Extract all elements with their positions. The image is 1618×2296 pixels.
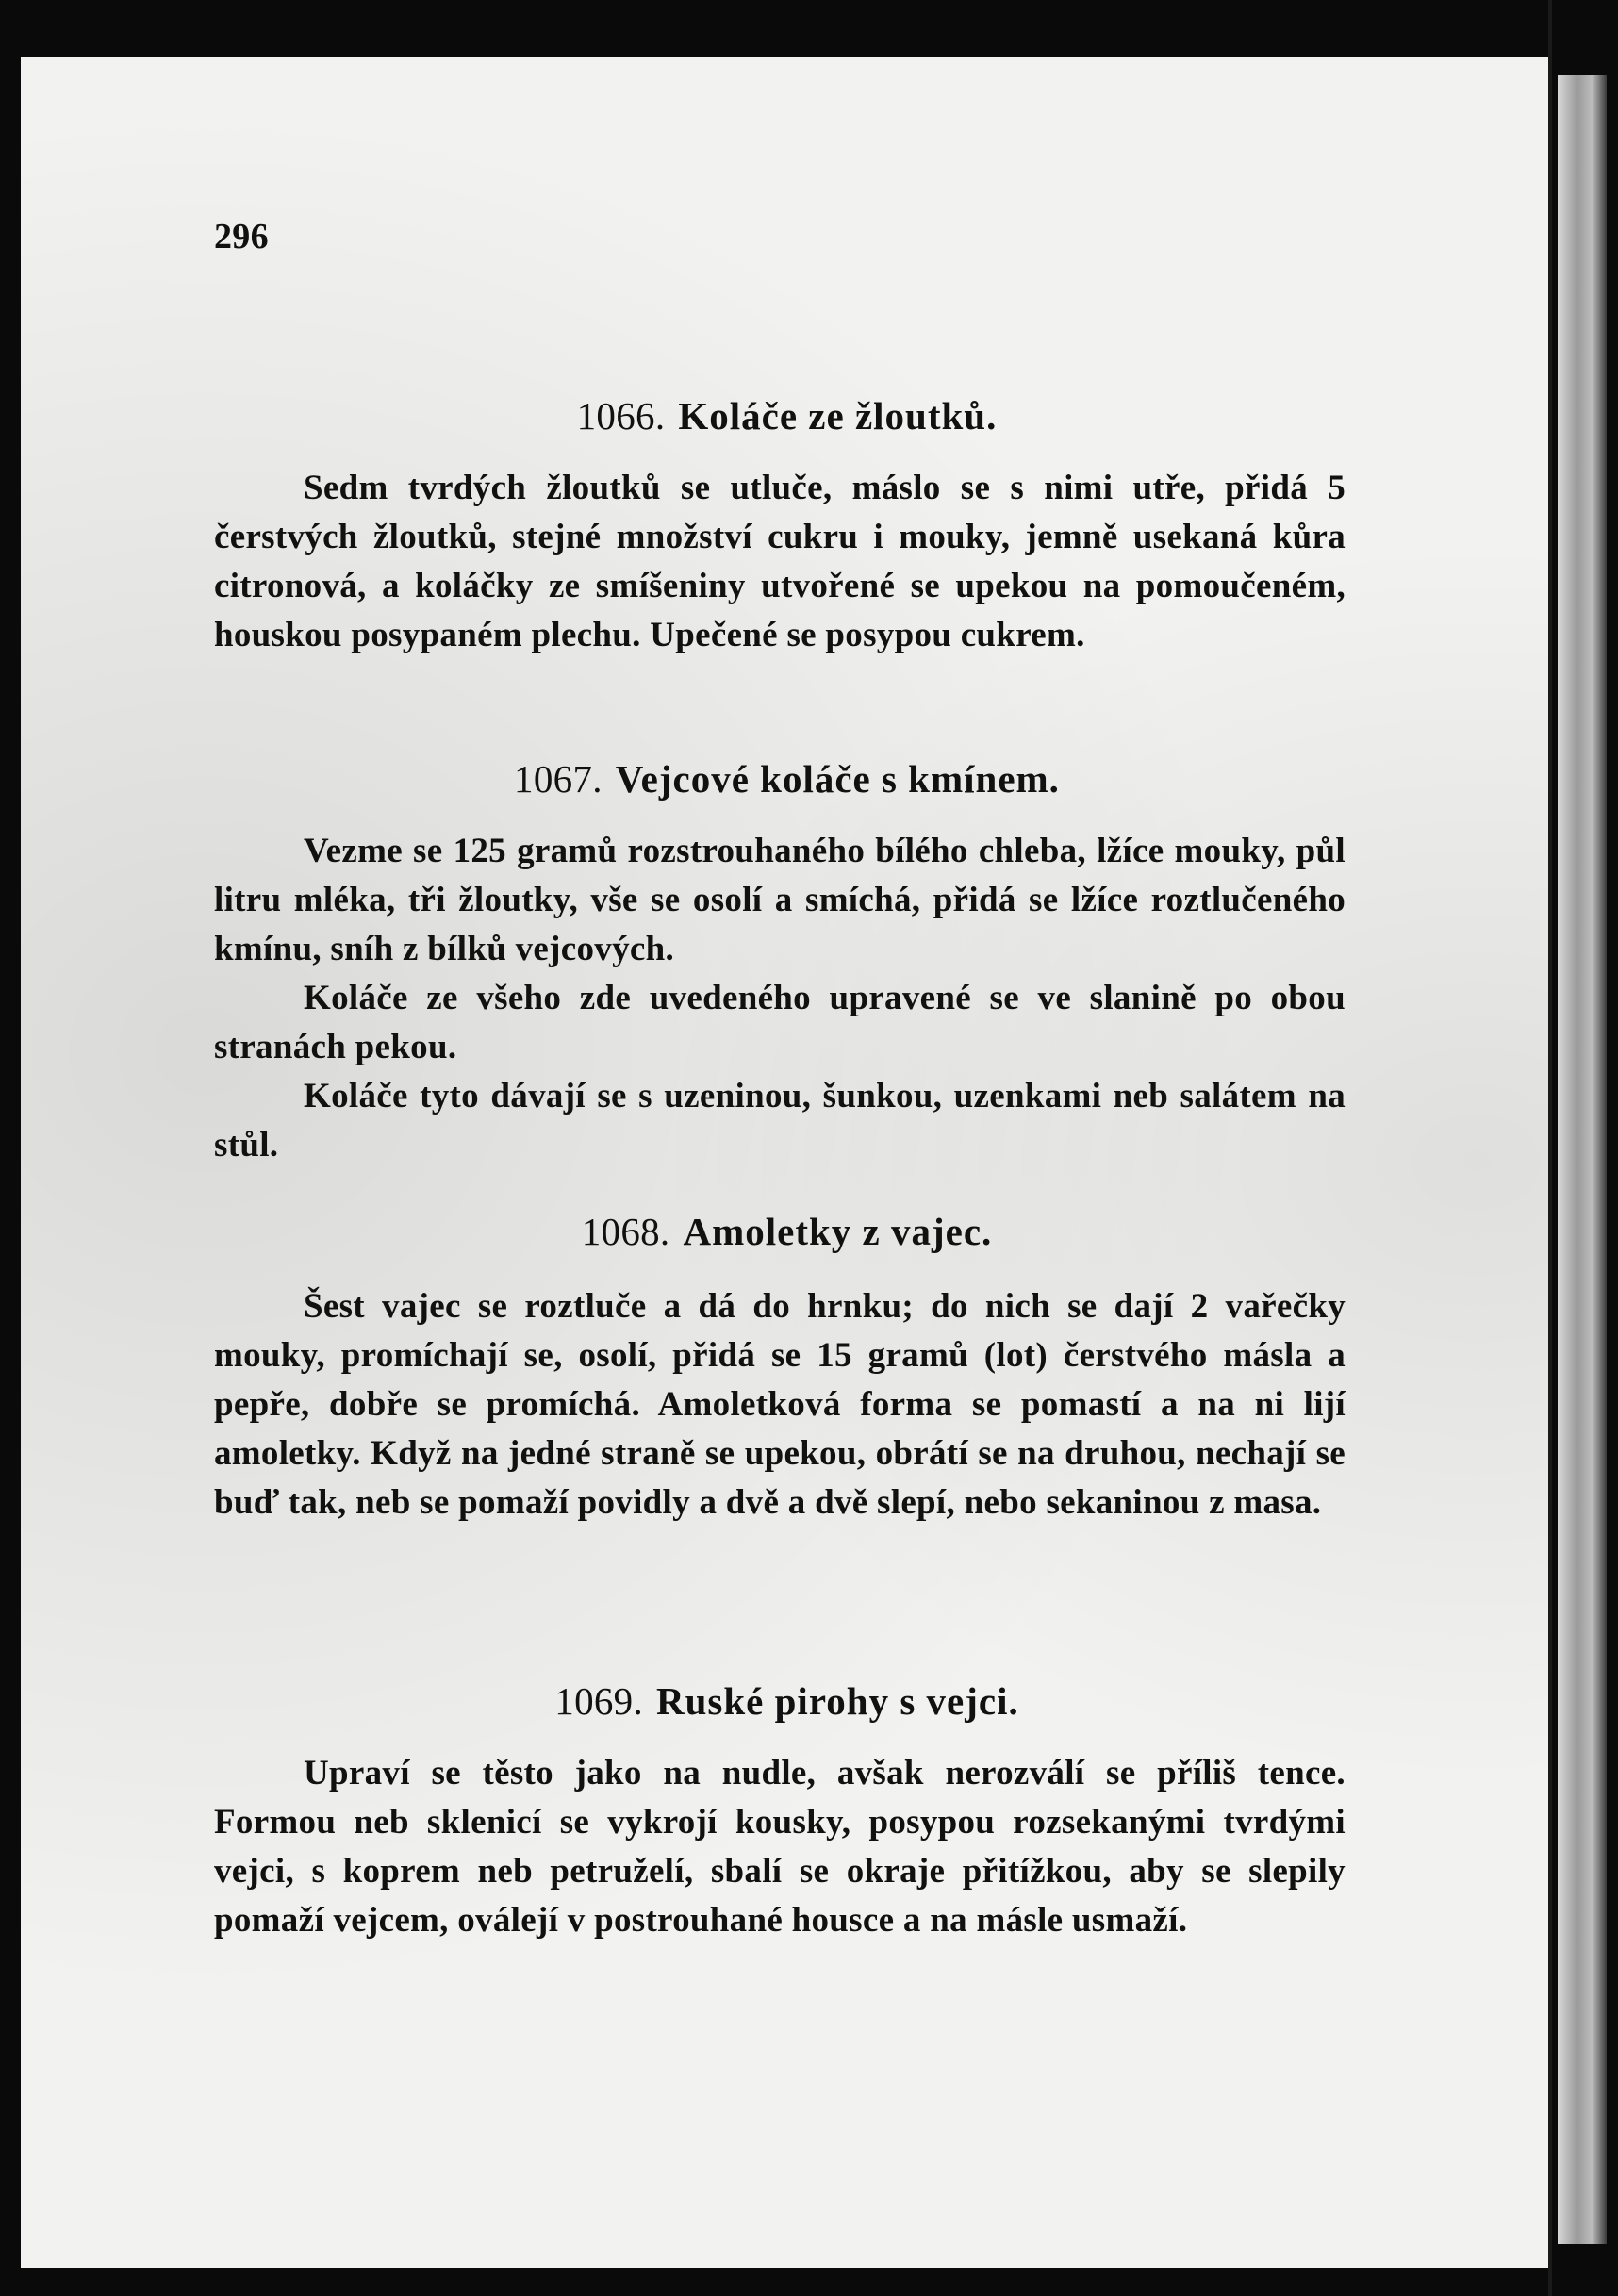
page-number: 296 [214, 217, 269, 256]
recipe-heading [21, 1207, 1553, 1256]
recipe-paragraph: Koláče ze všeho zde uvedeného upravené se ve slanině po obou stranách pekou. [214, 979, 1346, 1066]
next-page-edge [1558, 75, 1607, 2244]
recipe-title: Ruské pirohy s vejci. [656, 1679, 1019, 1723]
recipe-title: Vejcové koláče s kmínem. [615, 757, 1060, 801]
recipe-title: Koláče ze žloutků. [678, 394, 998, 438]
recipe-paragraph: Upraví se těsto jako na nudle, avšak nerozválí se příliš tence. Formou neb sklenicí se vykrojí kousky, posypou rozsekanými tvrdými vejci, s koprem neb petruželí, sbalí se okraje přitížkou, aby se slepily pomaží vejcem, oválejí v postrouhané housce a na másle usmaží. [214, 1754, 1346, 1940]
book-gutter [1548, 0, 1618, 2296]
book-page [21, 57, 1553, 2268]
recipe-paragraph: Sedm tvrdých žloutků se utluče, máslo se s nimi utře, přidá 5 čerstvých žloutků, stejné množství cukru i mouky, jemně usekaná kůra citronová, a koláčky ze smíšeniny utvořené se upekou na pomoučeném, houskou posypaném plechu. Upečené se posypou cukrem. [214, 469, 1346, 654]
recipe-number: 1066. [576, 394, 666, 438]
recipe-paragraph: Koláče tyto dávají se s uzeninou, šunkou, uzenkami neb salátem na stůl. [214, 1077, 1346, 1165]
recipe-paragraph: Vezme se 125 gramů rozstrouhaného bílého chleba, lžíce mouky, půl litru mléka, tři žloutky, vše se osolí a smíchá, přidá se lžíce roztlučeného kmínu, sníh z bílků vejcových. [214, 832, 1346, 968]
recipe-title: Amoletky z vajec. [683, 1210, 993, 1253]
recipe-heading [21, 391, 1553, 440]
recipe-number: 1067. [514, 757, 603, 801]
recipe-number: 1068. [581, 1210, 670, 1253]
recipe-number: 1069. [554, 1679, 644, 1723]
recipe-paragraph: Šest vajec se roztluče a dá do hrnku; do nich se dají 2 vařečky mouky, promíchají se, osolí, přidá se 15 gramů (lot) čerstvého másla a pepře, dobře se promíchá. Amoletková forma se pomastí a na ni lijí amoletky. Když na jedné straně se upekou, obrátí se na druhou, nechají se buď tak, neb se pomaží povidly a dvě a dvě slepí, nebo sekaninou z masa. [214, 1287, 1346, 1522]
recipe-heading [21, 1677, 1553, 1726]
recipe-heading [21, 754, 1553, 803]
